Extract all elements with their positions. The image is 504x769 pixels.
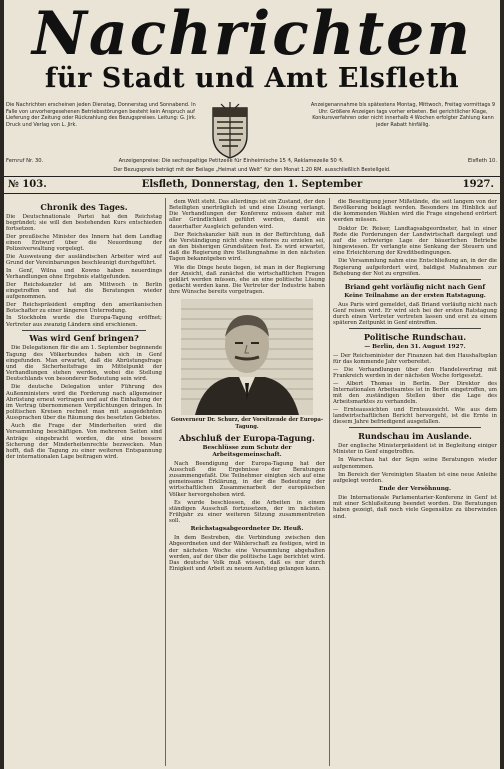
column-2 bbox=[169, 199, 325, 765]
article-text: Die deutsche Delegation unter Führung des Außenministers wird die Forderung nach allgemeiner Abrüstung erneut vortragen und auf die Einhaltung der im Vertrag übernommenen Verpflichtungen dringen. In politischen Kreisen rechnet man mit ausgedehnten Aussprachen über die Räumung des besetzten Gebietes. bbox=[6, 384, 162, 422]
article-text: Die Versammlung nahm eine Entschließung an, in der die Regierung aufgefordert wird, baldigst Maßnahmen zur Behebung der Not zu ergreifen. bbox=[333, 258, 497, 277]
newspaper-page bbox=[4, 0, 500, 769]
dateline: Elsfleth, Donnerstag, den 1. September bbox=[141, 179, 363, 190]
article-text: Die Internationale Parlamentarier-Konferenz in Genf ist mit einer Schlußsitzung beendet worden. Die Beratungen haben gezeigt, daß noch viele Gegensätze zu überwinden sind. bbox=[333, 495, 497, 520]
chronik-item: Der Reichskanzler ist am Mittwoch in Berlin eingetroffen und hat die Beratungen wieder aufgenommen. bbox=[6, 281, 162, 300]
article-text: In dem Bestreben, die Verbindung zwischen den Abgeordneten und der Wählerschaft zu festigen, wird in der nächsten Woche eine Versammlung abgehalten werden, auf der über die politische Lage berichtet wird. Das deutsche Volk muß wissen, daß es nur durch Einigkeit und Arbeit zu neuem Aufstieg gelangen kann. bbox=[169, 535, 325, 573]
article-text: dem Welt steht. Das allerdings ist ein Zustand, der den Beteiligten unerträglich ist und eine Lösung verlangt. Die Verhandlungen der Konferenz müssen daher mit aller Gründlichkeit geführt werden, damit ein dauerhafter Ausgleich gefunden wird. bbox=[169, 199, 325, 230]
location: Elsfleth 10. bbox=[467, 158, 497, 164]
portrait-image bbox=[181, 299, 313, 415]
headline-genf: Was wird Genf bringen? bbox=[29, 333, 139, 344]
publication-info: Die Nachrichten erscheinen jeden Dienstag, Donnerstag und Sonnabend. In Falle von unvorhergesehenen Betriebsstörungen besteht kein Anspruch auf Lieferung der Zeitung oder Rückzahlung des Bezugspreises. Leitung: G. Jirk. Druck und Verlag von L. Jirk. bbox=[6, 102, 197, 128]
phone-number: Fernruf Nr. 30. bbox=[6, 158, 44, 164]
headline-briand: Briand geht vorläufig nicht nach Genf bbox=[344, 282, 486, 291]
chronik-item: Die Ausweisung der ausländischen Arbeiter wird auf Grund der Vereinbarungen beschleunigt durchgeführt. bbox=[6, 253, 162, 267]
article-text: Der Reichskanzler hält nun in der Befürchtung, daß die Verständigung nicht ohne weiteres zu erzielen sei, an den bisherigen Grundsätzen fest. Es wird erwartet, daß die Regierung ihre Stellungnahme in den nächsten Tagen bekanntgeben wird. bbox=[169, 231, 325, 263]
subscription-note: Der Bezugspreis beträgt mit der Beilage „Heimat und Welt“ für den Monat 1.20 RM. ausschließlich Bestellgeld. bbox=[113, 167, 391, 173]
coat-of-arms-icon bbox=[209, 102, 251, 160]
subheadline-europa: Beschlüsse zum Schutz der Arbeitsgemeinschaft. bbox=[202, 444, 292, 458]
column-divider bbox=[165, 198, 166, 766]
masthead bbox=[4, 0, 500, 100]
headline-chronik: Chronik des Tages. bbox=[40, 202, 128, 212]
rundschau-item: — Der Reichsminister der Finanzen hat den Haushaltsplan für das kommende Jahr vorbereitet. bbox=[333, 353, 497, 366]
subheadline-briand: Keine Teilnahme an der ersten Ratstagung. bbox=[344, 292, 486, 299]
article-text: Der englische Ministerpräsident ist in Begleitung einiger Minister in Genf eingetroffen. bbox=[333, 443, 497, 456]
column-divider bbox=[329, 198, 330, 766]
headline-rundschau-ausland: Rundschau im Auslande. bbox=[358, 431, 472, 442]
issue-number: № 103. bbox=[8, 179, 47, 190]
chronik-item: Die Deutschnationale Partei hat den Reichstag begründet; sie will den bestehenden Kurs entschieden fortsetzen. bbox=[6, 214, 162, 233]
column-3 bbox=[333, 199, 497, 765]
article-text: Es wurde beschlossen, die Arbeiten in einem ständigen Ausschuß fortzusetzen, der im nächsten Frühjahr zu einer weiteren Sitzung zusammentreten soll. bbox=[169, 499, 325, 525]
article-text: In Warschau hat der Sejm seine Beratungen wieder aufgenommen. bbox=[333, 457, 497, 470]
article-text: Die Delegationen für die am 1. September beginnende Tagung des Völkerbundes haben sich in Genf eingefunden. Man erwartet, daß die Abrüstungsfrage und die Sicherheitsfrage im Mittelpunkt der Verhandlungen stehen werden, wobei die Stellung Deutschlands von besonderer Bedeutung sein wird. bbox=[6, 345, 162, 383]
divider bbox=[349, 427, 481, 428]
article-text: Auch die Frage der Minderheiten wird die Versammlung beschäftigen. Von mehreren Seiten sind Anträge eingebracht worden, die eine bessere Sicherung der Minderheitenrechte bezwecken. Man hofft, daß die Tagung zu einer weiteren Entspannung der internationalen Lage beitragen wird. bbox=[6, 423, 162, 461]
rundschau-item: — Ernteaussichten und Ernteaussicht. Wie aus dem landwirtschaftlichen Bericht hervorgeht, ist die Ernte in diesem Jahre befriedigend ausgefallen. bbox=[333, 406, 497, 426]
ad-prices: Anzeigenpreise: Die sechsspaltige Petitzeile für Einheimische 15 ₰, Reklamezeile 50 ₰. bbox=[118, 158, 344, 164]
advertising-info: Anzeigenannahme bis spätestens Montag, Mittwoch, Freitag vormittags 9 Uhr. Größere Anzeigen tags vorher erbeten. Bei gerichtlicher Klage, Konkursverfahren oder nicht innerhalb 4 Wochen erfolgter Zahlung kann jeder Rabatt hinfällig. bbox=[310, 102, 496, 128]
divider bbox=[349, 279, 481, 280]
headline-politische-rundschau: Politische Rundschau. bbox=[363, 332, 467, 343]
headline-europa: Abschluß der Europa-Tagung. bbox=[179, 432, 315, 443]
chronik-item: In Genf, Wilna und Kowno haben neuerdings Verhandlungen ohne Ergebnis stattgefunden. bbox=[6, 267, 162, 280]
date-row bbox=[4, 176, 500, 194]
divider bbox=[22, 330, 146, 331]
rundschau-item: — Die Verhandlungen über den Handelsvertrag mit Frankreich werden in der nächsten Woche fortgesetzt. bbox=[333, 366, 497, 380]
column-1 bbox=[6, 199, 162, 765]
article-text: Nach Beendigung der Europa-Tagung hat der Ausschuß die Ergebnisse der Beratungen zusammengefaßt. Die Teilnehmer einigten sich auf eine gemeinsame Erklärung, in der die Bedeutung der wirtschaftlichen Zusammenarbeit der europäischen Völker hervorgehoben wird. bbox=[169, 460, 325, 498]
chronik-item: In Stockholm wurde die Europa-Tagung eröffnet; Vertreter aus zwanzig Ländern sind erschienen. bbox=[6, 315, 162, 328]
article-text: Aus Paris wird gemeldet, daß Briand vorläufig nicht nach Genf reisen wird. Er wird sich bei der ersten Ratstagung durch einen Vertreter vertreten lassen und erst zu einem späteren Zeitpunkt in Genf eintreffen. bbox=[333, 301, 497, 327]
chronik-item: Der preußische Minister des Innern hat dem Landtag einen Entwurf über die Neuordnung der Polizeiverwaltung vorgelegt. bbox=[6, 233, 162, 253]
masthead-title: Nachrichten bbox=[32, 0, 472, 69]
article-text: Im Bereich der Vereinigten Staaten ist eine neue Anleihe aufgelegt worden. bbox=[333, 471, 497, 484]
headline-versoehnung: Ende der Versöhnung. bbox=[379, 486, 451, 493]
headline-heuss: Reichstagsabgeordneter Dr. Heuß. bbox=[190, 526, 304, 533]
article-text: die Beseitigung jener Mißstände, die seit langem von der Bevölkerung beklagt werden. Besonders im Hinblick auf die kommenden Wahlen wird die Frage eingehend erörtert werden müssen. bbox=[333, 199, 497, 224]
article-text: Wie die Dinge heute liegen, ist man in der Regierung der Ansicht, daß zunächst die wirtschaftlichen Fragen geklärt werden müssen, ehe an eine politische Lösung gedacht werden kann. Die Vertreter der Industrie haben ihre Wünsche bereits vorgetragen. bbox=[169, 264, 325, 296]
article-text: Doktor Dr. Reiser, Landtagsabgeordneter, hat in einer Rede die Forderungen der Landwirtschaft dargelegt und auf die schwierige Lage der bäuerlichen Betriebe hingewiesen. Er verlangte eine Senkung der Steuern und eine Erleichterung der Kreditbedingungen. bbox=[333, 225, 497, 257]
portrait-caption: Gouverneur Dr. Schurz, der Vorsitzende der Europa-Tagung. bbox=[171, 417, 323, 430]
meta-row bbox=[4, 157, 500, 165]
dateline-berlin: — Berlin, den 31. August 1927. bbox=[364, 344, 466, 351]
masthead-subtitle: für Stadt und Amt Elsfleth bbox=[44, 63, 460, 94]
year: 1927. bbox=[462, 179, 494, 190]
divider bbox=[349, 328, 481, 329]
chronik-item: Der Reichspräsident empfing den amerikanischen Botschafter zu einer längeren Unterredung. bbox=[6, 301, 162, 314]
rundschau-item: — Albert Thomas in Berlin. Der Direktor des Internationalen Arbeitsamtes ist in Berlin eingetroffen, um mit den zuständigen Stellen über die Lage des Arbeitsmarktes zu verhandeln. bbox=[333, 380, 497, 406]
